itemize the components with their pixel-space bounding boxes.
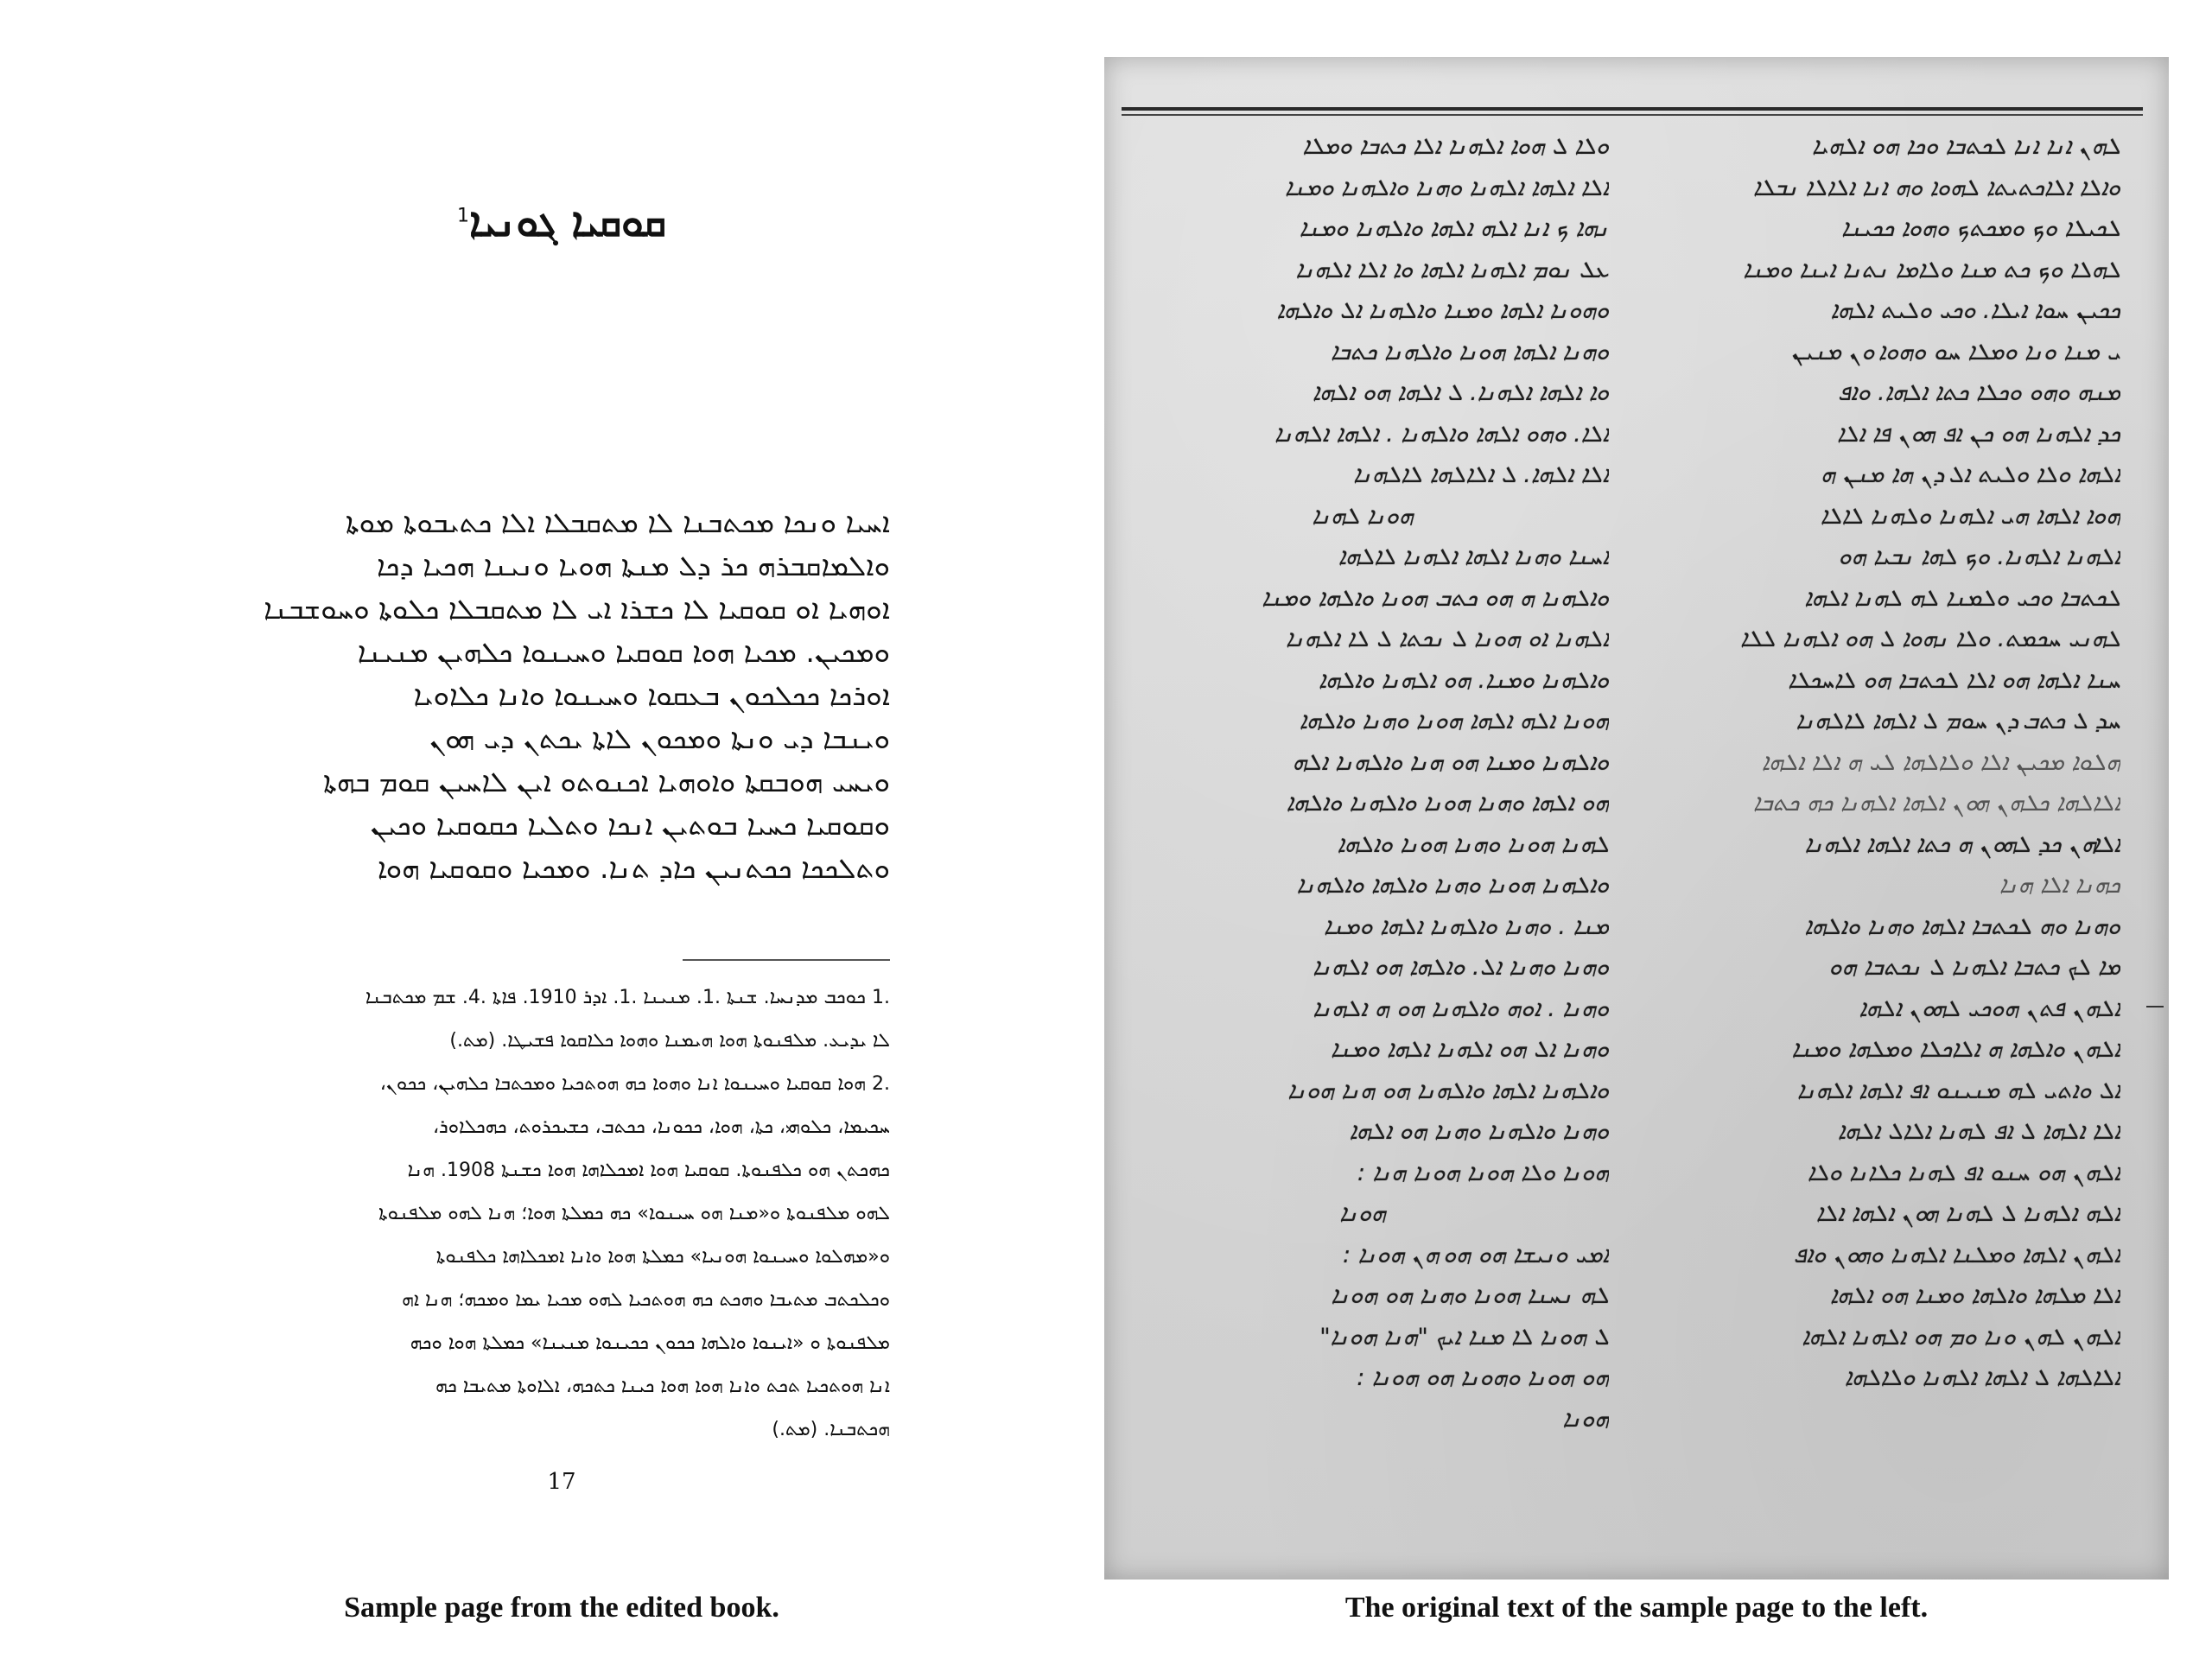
manuscript-line: ܐܠܗܢܐ ܐܠܗܢܐ. ܘܟ ܠܗܐ ܢܒܝܐ ܗܘ [1838, 543, 2120, 570]
manuscript-line: ܐܠܗܢ ܐܠܗܐ ܘܡܠܢܐ ܐܠܗܢܐ ܘܗܘܢ ܘܐܦ [1793, 1241, 2120, 1268]
manuscript-line: ܘܐܠܗܢܐ ܘܡܢܐ. ܗܘ ܐܠܗܢܐ ܘܐܠܗܐ [1318, 666, 1609, 694]
manuscript-line: ܘܐܠܗܢܐ ܗ ܗܘ ܟܬܒ ܗܘܢܐ ܘܐܠܗܐ ܘܡܢܐ [1262, 584, 1609, 612]
manuscript-line: ܡܐ ܠܟ ܟܬܒܐ ܐܠܗܢܐ ܠ ܢܟܬܒܐ ܗܘ [1828, 954, 2120, 981]
manuscript-line: ܗܘܢܐ [1562, 1405, 1609, 1433]
manuscript-line: ܠܟܝܠܐ ܘܟ ܘܡܟܬܟ ܘܗܘܐ ܟܟܝܢܐ [1841, 215, 2120, 242]
manuscript-right-column [1628, 126, 2120, 1399]
manuscript-line: ܝ ܡܢܐ ܘܢܐ ܘܡܠܐ ܚܘ ܘܗܘܐ ܘܢ ܡܢܝܢ [1791, 338, 2120, 365]
manuscript-line: ܐܠܗܐ ܘܠܐ ܘܠܝܬ ܐܠ ܕܢ ܗܐ ܡܢܢ ܗ [1821, 461, 2120, 488]
manuscript-line: ܢܗܐ ܟ ܐܢܐ ܐܠܗ ܐܠܗܐ ܘܐܠܗܢܐ ܘܡܢܐ [1299, 215, 1609, 242]
manuscript-line: ܥܠ ܢܘܡ ܐܠܗܢܐ ܐܠܗܐ ܘܐ ܐܠܐ ܐܠܗܢܐ [1295, 256, 1609, 283]
manuscript-line: ܐܠ ܘܐܬܝ ܠܗ ܡܢܝܢܘ ܐܦ ܐܠܗܐ ܐܠܗܢܐ [1796, 1077, 2120, 1104]
manuscript-line: ܘܐܠܗܢܐ ܗܘܢܐ ܘܗܢܐ ܘܐܠܗܐ ܘܐܠܗܢܐ [1296, 872, 1609, 899]
manuscript-line: ܘܗܢܐ ܘܗܢܐ ܐܠ. ܘܐܠܗܐ ܗܘ ܐܠܗܢܐ [1313, 954, 1609, 981]
footnote-line: .1 ܟܘܟܒ ܡܕܢܚܐ. ܫܢܬܐ .1. ܡܢܝܢܐ .1. ܐܕܪ 1910. ܦܐܬܐ .4. ܫܡ ܡܟܬܒܢܐ [365, 987, 890, 1008]
footnote-line: ܘܟܠܟܬܒ ܡܬܝܒܐ ܘܗܟܬ ܟܗ ܗܘܬܟܝܐ ܠܗܘ ܡܟܝܐ ܝܡܐ ܘܡܟܗ؛ ܗܢܐ ܐܗ [402, 1289, 890, 1311]
manuscript-line: ܗܘܢܐ ܘܠܐ ܗܘܢܐ ܗܘܢܐ ܗܢܐ : [1357, 1159, 1609, 1186]
body-line: ܘܡܟܝܢ. ܡܟܝܐ ܗܘܐ ܩܘܩܝܐ ܘܚܝܢܘܐ ܟܠܗܝܢ ܡܢܝܢܐ [357, 635, 890, 669]
body-line: ܐܘܗܝܐ ܐܘ ܩܘܩܝܐ ܠܐ ܟܫܪܐ ܐܝ ܠܐ ܡܬܩܒܠܐ ܟܠܘܬܐ ܘܚܘܫܒܢܐ [264, 592, 890, 626]
manuscript-line: ܘܐܠܐ ܐܠܐܟܬܝܬܐ ܠܗܘܐ ܘܗ ܐܢܐ ܐܠܐܠܐ ܢܒܠܐ [1752, 174, 2120, 201]
footnote-line: ܟܗܟܬܢ ܗܘ ܟܠܦܢܘܬܐ. ܩܘܩܝܐ ܗܘܐ ܐܡܟܠܐܗܐ ܗܘܐ ܟܫܢܬܐ 1908. ܗܢܐ [407, 1160, 890, 1181]
manuscript-line: ܠܗ ܢܚܢܐ ܗܘܢܐ ܘܗܢܐ ܗܘ ܗܘܢܐ [1331, 1282, 1609, 1309]
body-line: ܘܬܠܟܟܐ ܟܟܬܢܝܢ ܟܐܕ ܬܢܐ. ܘܡܟܝܐ ܘܩܘܩܝܐ ܗܘܐ [377, 851, 890, 885]
manuscript-line: ܠܗܠܐ ܘܟ ܟܬ ܡܢܐ ܘܠܐܡܐ ܢܬܢܐ ܐܝܢܐ ܘܡܢܐ [1743, 256, 2120, 283]
book-page-title [233, 199, 890, 247]
manuscript-line: ܠܗܢܝ ܚܟܡܬ. ܘܠܐ ܢܗܘܐ ܠ ܗܘ ܐܠܗܢܐ ܠܠܐ [1739, 626, 2120, 652]
manuscript-line: ܐܠܗ ܐܠܗܢܐ ܠ ܠܗܢܐ ܗܘܢ ܐܠܗܐ ܐܠܐ [1815, 1200, 2120, 1227]
manuscript-line: ܐܠܗܢ ܠܗܢ ܘܢܐ ܘܡ ܗܘ ܐܠܗܢܐ ܐܠܗܐ [1802, 1323, 2120, 1351]
manuscript-line: ܘܐ ܐܠܗܐ ܐܠܗܢܐ. ܠ ܐܠܗܐ ܗܘ ܐܠܗܐ [1312, 379, 1609, 406]
manuscript-line: ܗܘܐ ܐܠܗܐ ܗܝ ܐܠܗܢܐ ܘܠܗܢܐ ܠܐܠܐ [1820, 502, 2120, 530]
manuscript-line: ܟܟܝܢ ܚܘܐ ܐܝܠܐ. ܘܟܝ ܘܠܝܬ ܐܠܗܐ [1830, 297, 2120, 324]
body-line: ܐܚܝܐ ܘܢܟܐ ܡܟܬܒܢܐ ܠܐ ܡܬܩܒܠܐ ܐܠܐ ܟܬܝܒܘܬܐ ܡܘܬܐ [345, 505, 890, 539]
manuscript-top-rule [1122, 107, 2143, 111]
manuscript-line: ܘܠܐ ܠ ܗܘܐ ܐܠܗܢܐ ܐܠܐ ܟܬܒܐ ܘܡܠܐ [1302, 133, 1609, 160]
footnote-line: ܐܢܐ ܗܘܬܟܝܐ ܬܟܬ ܘܐܢܐ ܗܘܐ ܗܘܐ ܟܝܢܐ ܟܬܟܗ، ܐܠܐܘܬܐ ܡܬܝܒܐ ܟܗ [435, 1376, 890, 1397]
manuscript-line: ܡܢܗ ܘܗܘ ܘܟܠܐ ܟܬܐ ܐܠܗܐ. ܘܐܦ [1837, 379, 2120, 406]
title-footnote-marker: 1 [456, 205, 469, 227]
title-text: ܩܘܩܝܐ ܓܘܢܝܐ [468, 199, 667, 245]
body-line: ܘܝܚܝ ܗܘܒܩܬܐ ܘܐܘܗܝܐ ܐܟܢܘܬܘ ܐܝܢ ܠܐܚܝܢ ܩܘܡ ܒܗܬܐ [323, 765, 890, 798]
manuscript-line: ܚܢܐ ܐܠܗܐ ܗܘ ܐܠܐ ܠܟܬܒܐ ܗܘ ܠܐܚܟܠܐ [1788, 666, 2120, 694]
manuscript-line: ܗܠܘܐ ܡܟܝܢ ܐܠܐ ܘܠܐܠܗܐ ܠܝ ܗ ܐܠܐ ܐܠܗܐ [1761, 748, 2120, 776]
manuscript-line: ܐܚܢܐ ܘܗܢܐ ܐܠܗܐ ܐܠܗܢܐ ܠܐܠܗܐ [1338, 543, 1609, 570]
manuscript-margin-mark [2146, 1006, 2164, 1007]
page-number: 17 [547, 1469, 576, 1495]
manuscript-line: ܗܘ ܗܘܢܐ ܘܗܘܢܐ ܗܘ ܗܘܢܐ : [1357, 1364, 1609, 1391]
manuscript-section-heading: ܗܘܢܐ ܠܗܢܐ [1312, 502, 1414, 530]
manuscript-top-rule-thin [1122, 114, 2143, 116]
footnote-line: ܗܟܬܒܢܐ. (ܡܬ.) [772, 1419, 890, 1440]
manuscript-line: ܘܐܠܗܢܐ ܐܠܗܐ ܘܐܠܗܢܐ ܗܘ ܗܢܐ ܗܘܢܐ [1287, 1077, 1609, 1104]
manuscript-line: ܡܢܐ . ܘܗܢܐ ܘܐܠܗܢܐ ܐܠܗܐ ܘܡܢܐ [1324, 912, 1609, 940]
footnote-line: ܡܠܦܢܘܬܐ ܘ «ܐܝܢܘܐ ܘܐܠܗܐ ܟܟܘܢ ܟܟܝܢܘܐ ܡܢܝܢܐ» ܟܡܠܬܐ ܗܘܐ ܘܟܗ [410, 1332, 890, 1354]
manuscript-line: ܐܠܐܗܢ ܟܕ ܠܗܘܢ ܗ ܟܬܐ ܐܠܗܐ ܐܠܗܢܐ [1804, 830, 2120, 858]
manuscript-line: ܘܗܢܐ ܘܐܠܗܢܐ ܘܗܢܐ ܗܘ ܐܠܗܐ [1349, 1118, 1609, 1145]
manuscript-line: ܐܠܗܢ ܗܘ ܚܢܘ ܐܦ ܠܗܢܐ ܟܠܐܢܐ ܘܠܐ [1807, 1159, 2120, 1186]
body-line: ܘܝܢܒܐ ܕܝ ܘܢܬܐ ܘܡܟܘܢ ܠܐܬܐ ܝܟܬܢ ܕܝ ܗܘܢ [429, 721, 890, 755]
body-text [233, 501, 890, 890]
manuscript-line: ܐܠܐ ܐܠܗܐ ܐܠܗܢܐ ܘܗܢܐ ܘܐܠܗܢܐ ܘܡܢܐ [1284, 174, 1609, 201]
manuscript-line: ܐܠܗܢ ܘܐܠܗܐ ܗ ܐܠܐܟܠܐ ܘܡܠܗܐ ܘܡܢܐ [1791, 1036, 2120, 1063]
edited-book-page [233, 156, 890, 1538]
footnote-line: .2 ܗܘܐ ܩܘܩܝܐ ܘܚܝܢܘܐ ܐܢܐ ܘܗܘܐ ܟܗ ܗܘܬܟܝܐ ܘܡܟܬܒܐ ܟܠܗܝܢ، ܟܟܘܢ، [379, 1073, 890, 1095]
manuscript-line: ܟܗܢܐ ܐܠܐ ܗܢܐ [1999, 872, 2120, 899]
manuscript-line: ܠܗܢܐ ܗܘܢܐ ܘܗܢܐ ܗܘܢܐ ܘܐܠܗܐ [1337, 830, 1609, 858]
manuscript-line: ܐܡܝ ܘܢܝܫܐ ܗܘ ܗܘ ܗܢ ܗܘܢܐ : [1342, 1241, 1609, 1268]
manuscript-line: ܗܘܢܐ ܐܠܗ ܐܠܗܐ ܗܘܢܐ ܘܗܢܐ ܘܐܠܗܐ [1299, 708, 1609, 734]
footnotes [233, 976, 890, 1452]
manuscript-line: ܘܗܢܐ ܐܠ ܗܘ ܐܠܗܢܐ ܐܠܗܐ ܘܡܢܐ [1330, 1036, 1609, 1063]
footnote-line: ܠܐ ܝܕܝܥ. ܡܠܦܢܘܬܐ ܗܘܐ ܗܝܡܢܐ ܘܗܘܐ ܟܠܐܩܘܐ ܦܫܝܛܐ. (ܡܬ.) [449, 1030, 890, 1052]
caption-left: Sample page from the edited book. [344, 1592, 779, 1624]
manuscript-line: ܚܕ ܠ ܟܬܒ ܕܢ ܚܘܡ ܠ ܐܠܗܐ ܠܐܠܗܢܐ [1796, 708, 2120, 734]
body-line: ܘܩܘܩܝܐ ܟܚܝܐ ܒܘܬܝܢ ܐܢܟܐ ܘܬܠܝܐ ܟܩܘܩܝܐ ܘܟܝܢ [371, 808, 890, 842]
caption-right: The original text of the sample page to the left. [1344, 1592, 1929, 1624]
manuscript-line: ܐܠܗܢܐ ܐܘ ܗܘܢܐ ܠ ܢܟܬܐ ܠ ܠܐ ܐܠܗܢܐ [1285, 626, 1609, 652]
manuscript-section-heading: ܗܘܢܐ [1339, 1200, 1386, 1227]
manuscript-line: ܐܠܐ ܡܠܗܐ ܘܐܠܗܐ ܘܡܢܐ ܗܘ ܐܠܗܐ [1829, 1282, 2120, 1309]
manuscript-line: ܠܗܢ ܐܢܐ ܐܢܐ ܠܟܬܒܐ ܘܟܐ ܗܘ ܐܠܗܝܐ [1812, 133, 2120, 160]
manuscript-scan [1104, 57, 2169, 1580]
manuscript-line: ܐܠܐܠܗܐ ܠ ܐܠܗܐ ܐܠܗܢܐ ܘܠܐܠܗܐ [1844, 1364, 2120, 1391]
footnote-line: ܘ«ܡܗܠܘܐ ܘܚܝܢܘܐ ܗܘܢܝܐ» ܟܡܠܬܐ ܗܘܐ ܘܐܢܐ ܐܡܟܠܐܗܐ ܟܠܦܢܘܬܐ [435, 1246, 890, 1268]
manuscript-line: ܘܗܢܐ . ܐܘܗ ܘܐܠܗܢܐ ܗܘ ܗ ܐܠܗܢܐ [1313, 995, 1609, 1022]
manuscript-left-column [1116, 126, 1609, 1440]
manuscript-line: ܗܘ ܐܠܗܐ ܘܗܢܐ ܗܘܢܐ ܘܐܠܗܢܐ ܘܐܠܗܐ [1286, 790, 1609, 817]
footnote-line: ܠܗܘ ܡܠܦܢܘܬܐ ܘ«ܡܢܐ ܗܘ ܚܝܢܘܐ» ܟܗ ܟܡܠܬܐ ܗܘܐ؛ ܗܢܐ ܠܗܘ ܡܠܦܢܘܬܐ [378, 1203, 890, 1224]
manuscript-line: ܘܗܘܢܐ ܐܠܗܐ ܘܡܢܐ ܘܐܠܗܢܐ ܐܠ ܘܐܠܗܐ [1276, 297, 1609, 324]
manuscript-line: ܘܐܠܗܢܐ ܘܡܢܐ ܗܘ ܗܢܐ ܘܐܠܗܢܐ ܐܠܗ [1292, 748, 1609, 776]
body-line: ܐܘܪܟܐ ܟܟܠܟܘܢ ܒܥܩܘܐ ܘܚܝܢܘܐ ܘܐܢܐ ܟܠܐܘܝܐ [413, 678, 890, 712]
manuscript-line: ܐܠܐ ܐܠܗܐ ܠ ܐܦ ܠܗܢܐ ܐܠܐܠ ܐܠܗܐ [1837, 1118, 2120, 1145]
footnote-line: ܚܟܝܡܐ، ܟܠܘܗܝ، ܟܬܐ، ܗܘܐ، ܟܟܘܢܐ، ܟܟܬܒ، ܟܫܝܟܪܘܬ، ܟܗܟܠܐܘܪ، [432, 1116, 890, 1138]
manuscript-line: ܐܠܐ ܐܠܗܐ. ܠ ܐܠܐܠܗܐ ܠܐܠܗܢܐ [1353, 461, 1609, 488]
manuscript-line: ܐܠܐܠܗܐ ܟܠܗܢ ܗܘܢ ܐܠܗܐ ܐܠܗܢܐ ܟܗ ܟܬܒܐ [1752, 790, 2120, 817]
manuscript-line: ܟܕ ܐܠܗܢܐ ܗܘ ܟܢ ܐܦ ܗܘܢ ܦܐ ܐܠܐ [1837, 420, 2120, 448]
manuscript-line: ܠܟܬܒܐ ܘܟܝ ܘܠܡܢܐ ܠܗ ܠܗܢܐ ܐܠܗܐ [1804, 584, 2120, 612]
manuscript-line: ܘܗܢܐ ܐܠܗܐ ܗܘܢܐ ܘܐܠܗܢܐ ܟܬܒܐ [1331, 338, 1609, 365]
footnote-divider [683, 959, 890, 961]
manuscript-line: ܐܠܐ. ܘܗܘ ܐܠܗܐ ܘܐܠܗܢܐ . ܐܠܗܐ ܐܠܗܢܐ [1274, 420, 1609, 448]
manuscript-line: ܘܗܢܐ ܘܗ ܠܟܬܒܐ ܐܠܗܐ ܘܗܢܐ ܘܐܠܗܐ [1804, 912, 2120, 940]
body-line: ܘܐܠܡܐܩܒܪܗ ܟܪ ܕܠ ܡܢܬܐ ܗܘܝܐ ܘܢܝܢܐ ܗܟܝܐ ܕܟܐ [376, 549, 890, 582]
manuscript-line: ܐܠܗܢ ܦܬܢ ܗܘܟܝ ܠܗܘܢ ܐܠܗܐ [1859, 995, 2120, 1022]
manuscript-line: ܠ ܗܘܢܐ ܠܐ ܡܢܐ ܐܝܟ "ܗܢܐ ܗܘܢܐ" [1319, 1323, 1609, 1351]
